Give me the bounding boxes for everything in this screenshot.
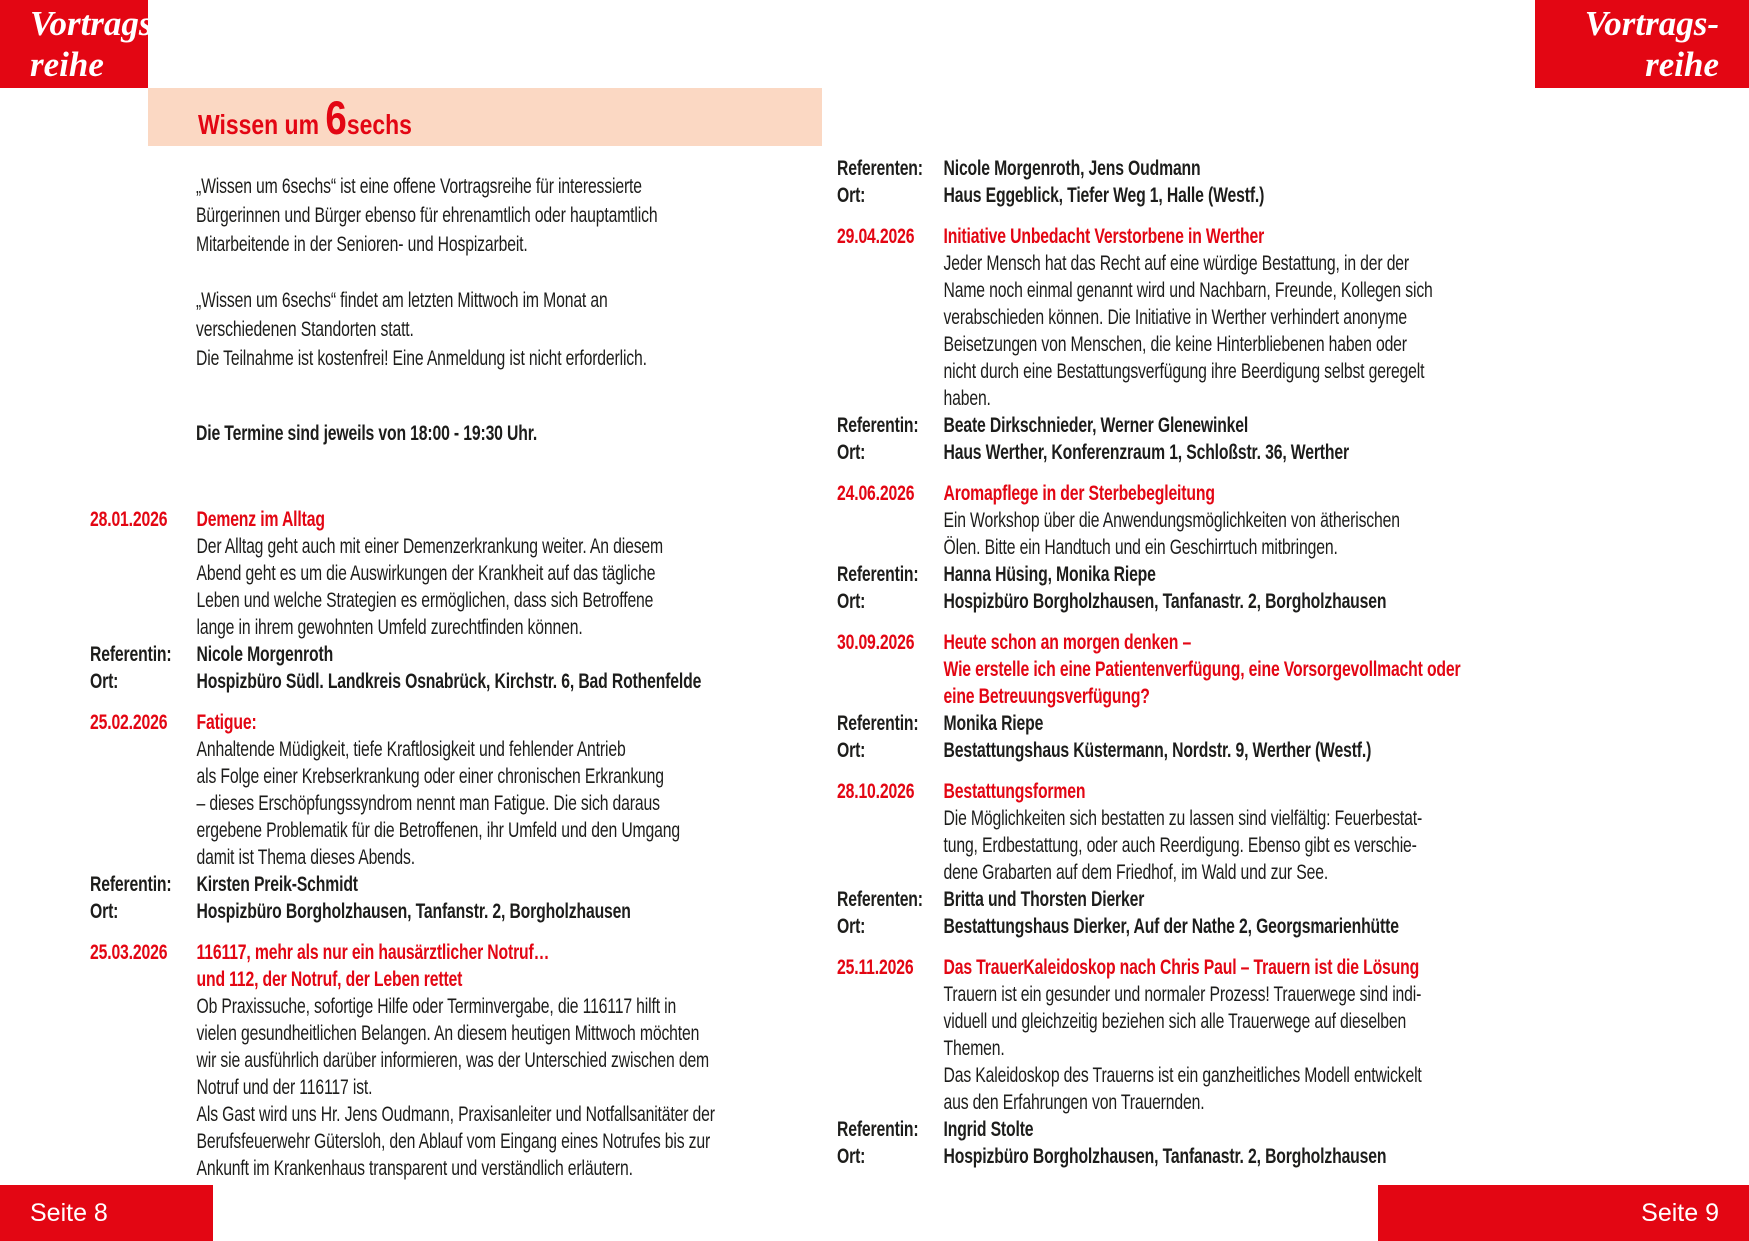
referent-label: Referentin:	[837, 1118, 919, 1141]
referent-label: Referentin:	[837, 414, 919, 437]
referent-value: Kirsten Preik-Schmidt	[196, 873, 358, 896]
intro-text-block	[196, 172, 781, 448]
referent-value: Monika Riepe	[943, 712, 1044, 735]
event-body-line: vielen gesundheitlichen Belangen. An diesem heutigen Mittwoch möchten	[196, 1022, 700, 1045]
event-date: 28.01.2026	[90, 508, 168, 531]
ort-value: Haus Eggeblick, Tiefer Weg 1, Halle (Westf.)	[943, 184, 1265, 207]
event-referent-row	[90, 871, 810, 898]
event-date: 30.09.2026	[837, 631, 915, 654]
ort-value: Haus Werther, Konferenzraum 1, Schloßstr. 36, Werther	[943, 441, 1349, 464]
event-title-row	[90, 709, 810, 736]
event-title-line: Fatigue:	[196, 711, 257, 734]
event-body-line: Berufsfeuerwehr Gütersloh, den Ablauf vom Eingang eines Notrufes bis zur	[196, 1130, 711, 1153]
page-number-right: Seite 9	[1378, 1185, 1749, 1241]
event-body-line: Abend geht es um die Auswirkungen der Krankheit auf das tägliche	[196, 562, 656, 585]
event-body-row	[90, 736, 810, 871]
intro-line: Bürgerinnen und Bürger ebenso für ehrenamtlich oder hauptamtlich	[196, 204, 658, 227]
intro-line: „Wissen um 6sechs“ findet am letzten Mittwoch im Monat an	[196, 289, 608, 312]
event-body-line: Name noch einmal genannt wird und Nachbarn, Freunde, Kollegen sich	[943, 279, 1433, 302]
title-prefix: Wissen um	[198, 108, 326, 140]
event-24.06.2026	[837, 480, 1512, 615]
referent-label: Referenten:	[837, 888, 923, 911]
event-title-line: Aromapflege in der Sterbebegleitung	[943, 482, 1215, 505]
right-page-event-list	[837, 155, 1512, 1170]
referent-value: Ingrid Stolte	[943, 1118, 1034, 1141]
event-title-line: Bestattungsformen	[943, 780, 1086, 803]
banner-text-line: reihe	[1645, 45, 1719, 84]
event-ort-row	[837, 913, 1512, 940]
event-date: 24.06.2026	[837, 482, 915, 505]
event-body-row	[90, 993, 810, 1182]
event-body-line: Anhaltende Müdigkeit, tiefe Kraftlosigkeit und fehlender Antrieb	[196, 738, 626, 761]
event-body-line: – dieses Erschöpfungssyndrom nennt man Fatigue. Die sich daraus	[196, 792, 660, 815]
event-title-row	[90, 939, 810, 993]
times-note: Die Termine sind jeweils von 18:00 - 19:30 Uhr.	[196, 422, 538, 445]
banner-text-line: reihe	[30, 45, 104, 84]
event-date: 25.03.2026	[90, 941, 168, 964]
title-big-six: 6	[325, 90, 347, 144]
event-body-line: tung, Erdbestattung, oder auch Reerdigung. Ebenso gibt es verschie-	[943, 834, 1417, 857]
event-title-line: Demenz im Alltag	[196, 508, 325, 531]
event-body-line: Das Kaleidoskop des Trauerns ist ein ganzheitliches Modell entwickelt	[943, 1064, 1422, 1087]
event-body-line: ergebene Problematik für die Betroffenen, ihr Umfeld und den Umgang	[196, 819, 680, 842]
event-title-row	[837, 778, 1512, 805]
event-body-line: Ankunft im Krankenhaus transparent und verständlich erläutern.	[196, 1157, 633, 1180]
event-referent-row	[837, 886, 1512, 913]
event-ort-row	[837, 1143, 1512, 1170]
event-title-line: eine Betreuungsverfügung?	[943, 685, 1150, 708]
event-referent-row	[837, 561, 1512, 588]
event-title-row	[837, 480, 1512, 507]
event-body-line: Ob Praxissuche, sofortige Hilfe oder Terminvergabe, die 116117 hilft in	[196, 995, 677, 1018]
event-ort-row	[837, 737, 1512, 764]
event-body-line: wir sie ausführlich darüber informieren, was der Unterschied zwischen dem	[196, 1049, 710, 1072]
event-body-line: Beisetzungen von Menschen, die keine Hinterbliebenen haben oder	[943, 333, 1407, 356]
event-referent-row	[90, 641, 810, 668]
event-ort-row	[90, 668, 810, 695]
ort-value: Hospizbüro Borgholzhausen, Tanfanastr. 2, Borgholzhausen	[943, 590, 1387, 613]
event-30.09.2026	[837, 629, 1512, 764]
section-title-band	[148, 88, 822, 146]
event-ort-row	[837, 588, 1512, 615]
event-25.11.2026	[837, 954, 1512, 1170]
event-title-line: und 112, der Notruf, der Leben rettet	[196, 968, 463, 991]
event-referent-row	[837, 1116, 1512, 1143]
event-body-row	[837, 250, 1512, 412]
event-title-line: Initiative Unbedacht Verstorbene in Werther	[943, 225, 1265, 248]
event-body-line: Themen.	[943, 1037, 1005, 1060]
referent-value: Nicole Morgenroth, Jens Oudmann	[943, 157, 1201, 180]
ort-value: Hospizbüro Südl. Landkreis Osnabrück, Kirchstr. 6, Bad Rothenfelde	[196, 670, 702, 693]
event-29.04.2026	[837, 223, 1512, 466]
banner-text-line: Vortrags-	[1584, 4, 1719, 43]
intro-line: Mitarbeitende in der Senioren- und Hospizarbeit.	[196, 233, 528, 256]
event-title-row	[837, 223, 1512, 250]
event-referent-row	[837, 412, 1512, 439]
intro-paragraph-1	[196, 172, 781, 259]
right-page-header-banner	[1535, 0, 1749, 88]
ort-label: Ort:	[837, 915, 866, 938]
event-body-line: Der Alltag geht auch mit einer Demenzerkrankung weiter. An diesem	[196, 535, 663, 558]
event-body-line: nicht durch eine Bestattungsverfügung ihre Beerdigung selbst geregelt	[943, 360, 1425, 383]
intro-paragraph-2	[196, 286, 781, 373]
event-referent-row	[837, 155, 1512, 182]
page-number-left: Seite 8	[0, 1185, 213, 1241]
event-body-line: verabschieden können. Die Initiative in Werther verhindert anonyme	[943, 306, 1407, 329]
event-body-line: Ölen. Bitte ein Handtuch und ein Geschirrtuch mitbringen.	[943, 536, 1338, 559]
event-body-line: haben.	[943, 387, 991, 410]
intro-line: verschiedenen Standorten statt.	[196, 318, 414, 341]
banner-text-line: Vortrags-	[30, 4, 165, 43]
intro-line: „Wissen um 6sechs“ ist eine offene Vortragsreihe für interessierte	[196, 175, 642, 198]
ort-label: Ort:	[837, 1145, 866, 1168]
event-title-line: Das TrauerKaleidoskop nach Chris Paul – Trauern ist die Lösung	[943, 956, 1420, 979]
ort-value: Bestattungshaus Dierker, Auf der Nathe 2, Georgsmarienhütte	[943, 915, 1399, 938]
event-25.03.2026	[90, 939, 810, 1182]
intro-line: Die Teilnahme ist kostenfrei! Eine Anmeldung ist nicht erforderlich.	[196, 347, 647, 370]
event-body-row	[837, 981, 1512, 1116]
ort-label: Ort:	[90, 670, 119, 693]
event-title-row	[837, 954, 1512, 981]
event-ort-row	[837, 439, 1512, 466]
referent-value: Nicole Morgenroth	[196, 643, 334, 666]
referent-label: Referentin:	[90, 873, 172, 896]
referent-label: Referenten:	[837, 157, 923, 180]
event-title-line: 116117, mehr als nur ein hausärztlicher Notruf…	[196, 941, 550, 964]
title-suffix: sechs	[346, 108, 412, 140]
event-25.02.2026	[90, 709, 810, 925]
event-body-line: dene Grabarten auf dem Friedhof, im Wald und zur See.	[943, 861, 1329, 884]
page-title	[198, 90, 412, 145]
ort-value: Bestattungshaus Küstermann, Nordstr. 9, Werther (Westf.)	[943, 739, 1372, 762]
ort-label: Ort:	[837, 739, 866, 762]
referent-label: Referentin:	[90, 643, 172, 666]
event-body-row	[90, 533, 810, 641]
event-body-row	[837, 805, 1512, 886]
event-body-line: lange in ihrem gewohnten Umfeld zurechtfinden können.	[196, 616, 583, 639]
event-title-row	[90, 506, 810, 533]
event-date: 29.04.2026	[837, 225, 915, 248]
ort-label: Ort:	[90, 900, 119, 923]
event-28.10.2026	[837, 778, 1512, 940]
event-ort-row	[837, 182, 1512, 209]
referent-value: Britta und Thorsten Dierker	[943, 888, 1145, 911]
ort-label: Ort:	[837, 590, 866, 613]
event-referent-row	[837, 710, 1512, 737]
event-body-line: Die Möglichkeiten sich bestatten zu lassen sind vielfältig: Feuerbestat-	[943, 807, 1423, 830]
event-date: 25.02.2026	[90, 711, 168, 734]
event-body-line: viduell und gleichzeitig beziehen sich alle Trauerwege auf dieselben	[943, 1010, 1407, 1033]
event-body-line: Trauern ist ein gesunder und normaler Prozess! Trauerwege sind indi-	[943, 983, 1422, 1006]
event-ort-row	[90, 898, 810, 925]
event-title-line: Heute schon an morgen denken –	[943, 631, 1192, 654]
event-continuation	[837, 155, 1512, 209]
event-body-line: damit ist Thema dieses Abends.	[196, 846, 415, 869]
event-body-line: aus den Erfahrungen von Trauernden.	[943, 1091, 1205, 1114]
event-body-line: Als Gast wird uns Hr. Jens Oudmann, Praxisanleiter und Notfallsanitäter der	[196, 1103, 715, 1126]
left-page-event-list	[90, 506, 810, 1182]
referent-value: Beate Dirkschnieder, Werner Glenewinkel	[943, 414, 1249, 437]
event-body-line: Leben und welche Strategien es ermöglichen, dass sich Betroffene	[196, 589, 654, 612]
ort-value: Hospizbüro Borgholzhausen, Tanfanastr. 2, Borgholzhausen	[943, 1145, 1387, 1168]
event-body-row	[837, 507, 1512, 561]
referent-label: Referentin:	[837, 563, 919, 586]
event-body-line: Notruf und der 116117 ist.	[196, 1076, 373, 1099]
event-body-line: Jeder Mensch hat das Recht auf eine würdige Bestattung, in der der	[943, 252, 1410, 275]
event-28.01.2026	[90, 506, 810, 695]
ort-value: Hospizbüro Borgholzhausen, Tanfanstr. 2, Borgholzhausen	[196, 900, 631, 923]
event-body-line: Ein Workshop über die Anwendungsmöglichkeiten von ätherischen	[943, 509, 1400, 532]
ort-label: Ort:	[837, 184, 866, 207]
event-date: 28.10.2026	[837, 780, 915, 803]
event-title-row	[837, 629, 1512, 710]
referent-label: Referentin:	[837, 712, 919, 735]
left-page-header-banner	[0, 0, 165, 88]
event-date: 25.11.2026	[837, 956, 914, 979]
ort-label: Ort:	[837, 441, 866, 464]
event-title-line: Wie erstelle ich eine Patientenverfügung, eine Vorsorgevollmacht oder	[943, 658, 1461, 681]
referent-value: Hanna Hüsing, Monika Riepe	[943, 563, 1156, 586]
event-body-line: als Folge einer Krebserkrankung oder einer chronischen Erkrankung	[196, 765, 664, 788]
